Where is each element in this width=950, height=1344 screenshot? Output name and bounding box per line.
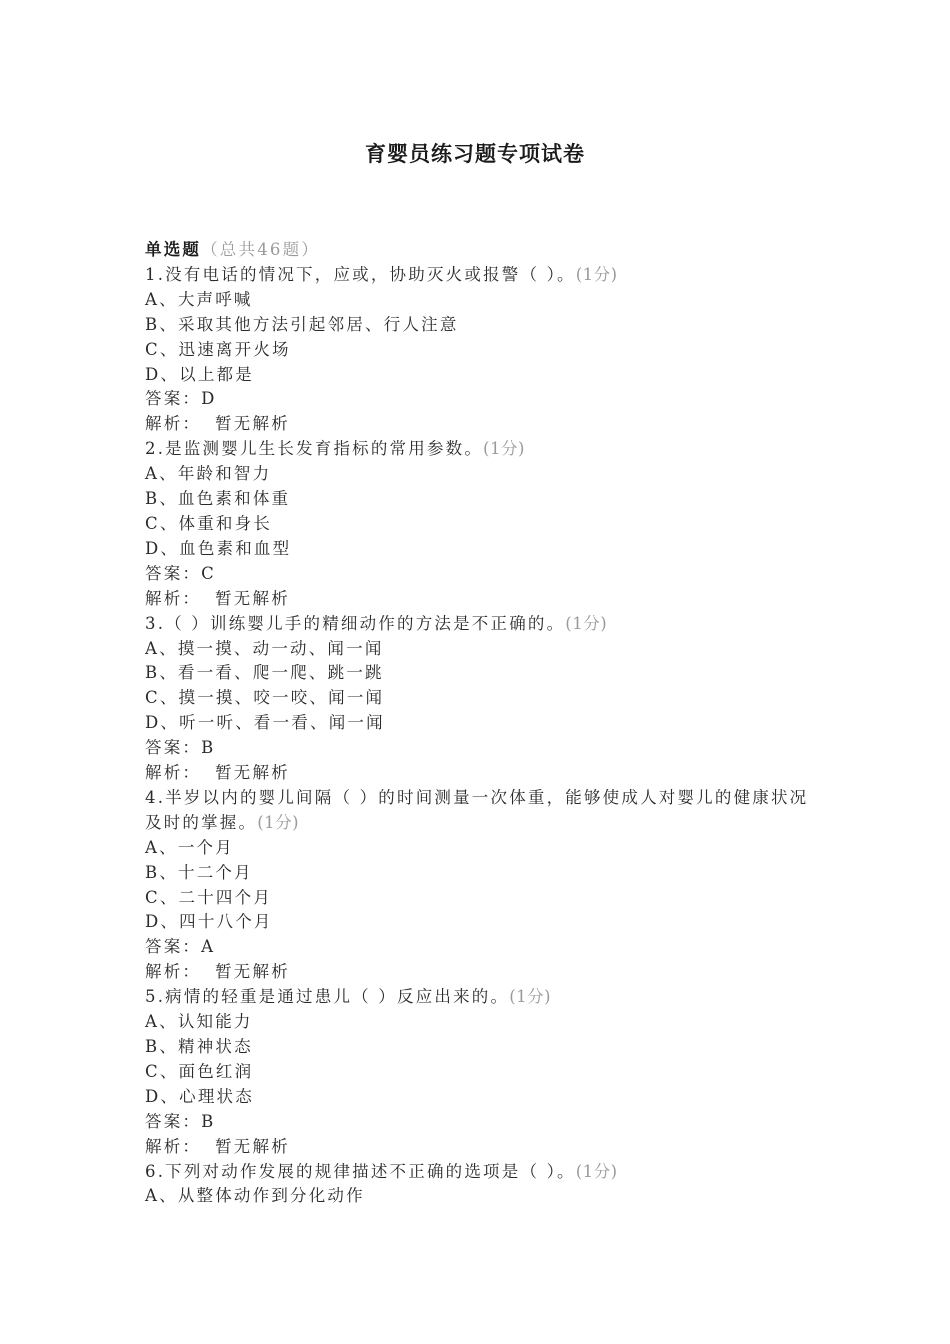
analysis-line <box>145 960 815 985</box>
answer-value: C <box>201 563 216 583</box>
page-title: 育婴员练习题专项试卷 <box>365 141 585 166</box>
question-stem <box>145 985 815 1010</box>
answer-value: B <box>201 1111 216 1131</box>
question-1 <box>145 263 815 437</box>
option-d: D、血色素和血型 <box>145 538 292 558</box>
answer-line <box>145 1110 815 1135</box>
option-c: C、体重和身长 <box>145 513 273 533</box>
option-d: D、心理状态 <box>145 1086 254 1106</box>
question-score: (1分) <box>575 1161 618 1181</box>
question-6 <box>145 1160 815 1210</box>
option-c: C、面色红润 <box>145 1061 254 1081</box>
question-score: (1分) <box>257 812 300 832</box>
section-heading <box>145 238 815 263</box>
analysis-label: 解析： <box>145 1136 202 1156</box>
option-d: D、以上都是 <box>145 364 254 384</box>
option-b: B、十二个月 <box>145 862 253 882</box>
option-b: B、采取其他方法引起邻居、行人注意 <box>145 314 459 334</box>
option-a: A、从整体动作到分化动作 <box>145 1186 365 1206</box>
option-d: D、四十八个月 <box>145 912 273 932</box>
question-stem <box>145 263 815 288</box>
question-stem-text: 3.（ ）训练婴儿手的精细动作的方法是不正确的。 <box>145 613 566 633</box>
question-5 <box>145 985 815 1159</box>
answer-value: A <box>201 937 216 957</box>
option-a: A、一个月 <box>145 837 234 857</box>
answer-label: 答案： <box>145 563 202 583</box>
question-stem <box>145 612 815 637</box>
answer-label: 答案： <box>145 937 202 957</box>
question-stem <box>145 437 815 462</box>
answer-line <box>145 935 815 960</box>
analysis-line <box>145 587 815 612</box>
option-c: C、二十四个月 <box>145 887 273 907</box>
option-a: A、大声呼喊 <box>145 289 253 309</box>
analysis-label: 解析： <box>145 414 202 434</box>
option-b: B、看一看、爬一爬、跳一跳 <box>145 663 384 683</box>
answer-line <box>145 562 815 587</box>
section-count: （总共46题） <box>201 240 321 259</box>
analysis-line <box>145 761 815 786</box>
analysis-line <box>145 412 815 437</box>
question-score: (1分) <box>575 264 618 284</box>
analysis-value: 暂无解析 <box>215 962 290 982</box>
question-stem-text: 6.下列对动作发展的规律描述不正确的选项是（ ）。 <box>145 1161 576 1181</box>
section-name: 单选题 <box>145 240 202 259</box>
analysis-label: 解析： <box>145 588 202 608</box>
option-c: C、迅速离开火场 <box>145 339 291 359</box>
question-3 <box>145 612 815 786</box>
option-b: B、血色素和体重 <box>145 489 291 509</box>
question-2 <box>145 437 815 611</box>
analysis-value: 暂无解析 <box>215 1136 290 1156</box>
question-score: (1分) <box>483 439 525 459</box>
analysis-label: 解析： <box>145 763 202 783</box>
analysis-value: 暂无解析 <box>215 414 290 434</box>
answer-value: D <box>201 389 217 409</box>
answer-line <box>145 736 815 761</box>
option-a: A、年龄和智力 <box>145 464 272 484</box>
question-score: (1分) <box>509 987 552 1007</box>
analysis-label: 解析： <box>145 962 202 982</box>
answer-label: 答案： <box>145 1111 202 1131</box>
question-score: (1分) <box>565 613 608 633</box>
option-a: A、摸一摸、动一动、闻一闻 <box>145 638 384 658</box>
option-c: C、摸一摸、咬一咬、闻一闻 <box>145 688 385 708</box>
option-b: B、精神状态 <box>145 1037 253 1056</box>
question-stem <box>145 786 815 836</box>
answer-line <box>145 387 815 412</box>
answer-label: 答案： <box>145 738 202 758</box>
question-stem-text: 4.半岁以内的婴儿间隔（ ）的时间测量一次体重，能够使成人对婴儿的健康状况及时的掌握。 <box>145 787 809 832</box>
question-stem-text: 2.是监测婴儿生长发育指标的常用参数。 <box>145 439 484 459</box>
analysis-value: 暂无解析 <box>215 588 290 608</box>
question-stem-text: 1.没有电话的情况下，应或，协助灭火或报警（ ）。 <box>145 264 576 284</box>
option-d: D、听一听、看一看、闻一闻 <box>145 713 385 733</box>
analysis-value: 暂无解析 <box>215 763 290 783</box>
option-a: A、认知能力 <box>145 1012 253 1032</box>
question-stem <box>145 1160 815 1185</box>
analysis-line <box>145 1135 815 1160</box>
question-list <box>145 238 815 1209</box>
question-stem-text: 5.病情的轻重是通过患儿（ ）反应出来的。 <box>145 987 510 1007</box>
question-4 <box>145 786 815 985</box>
answer-label: 答案： <box>145 389 202 409</box>
answer-value: B <box>201 738 216 758</box>
